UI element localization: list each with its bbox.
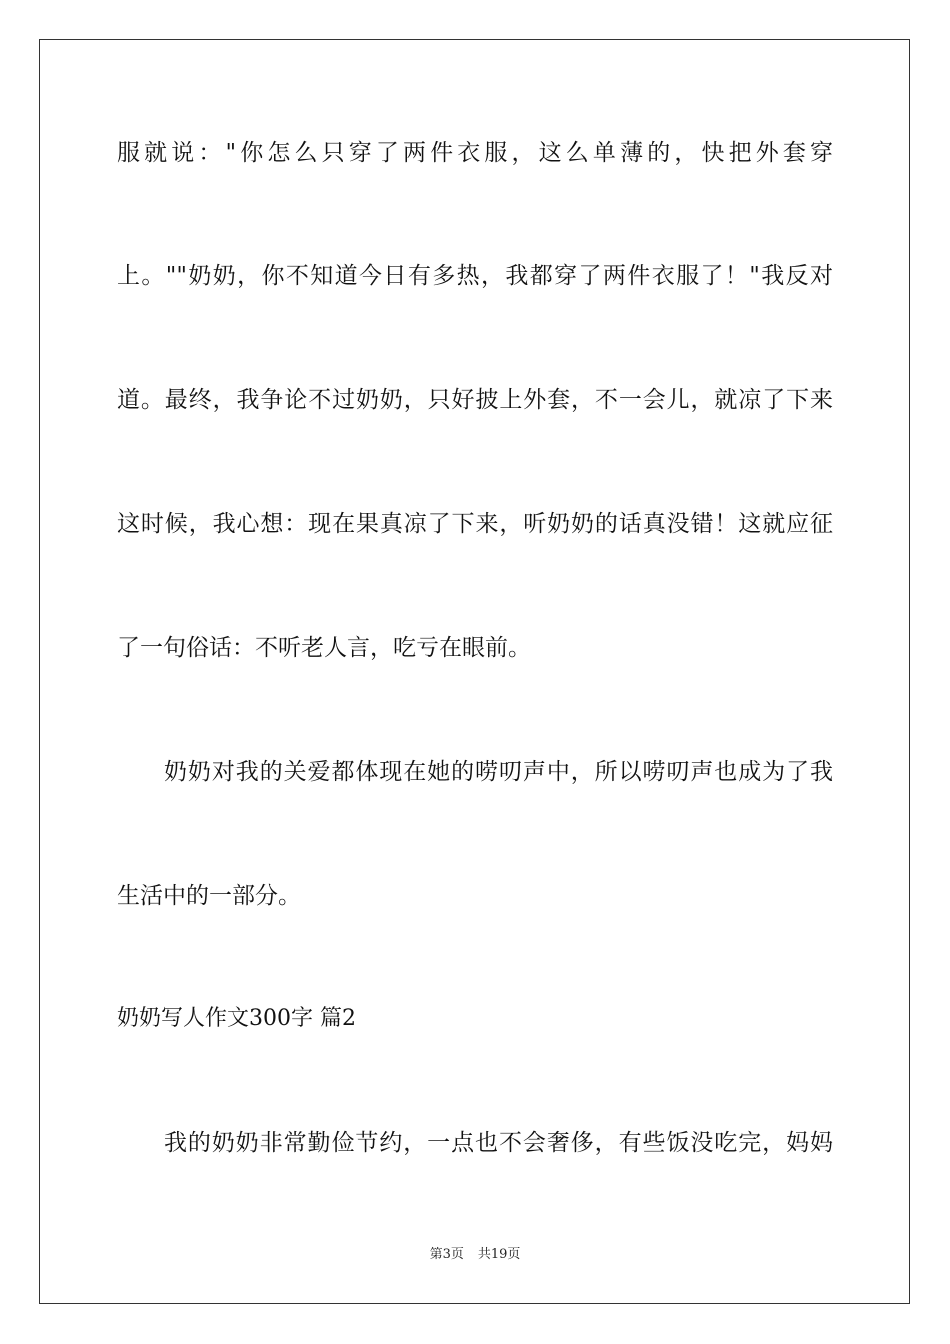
page-total: 共19页 — [477, 1247, 521, 1262]
paragraph-start-line: 奶奶对我的关爱都体现在她的唠叨声中，所以唠叨声也成为了我 — [164, 759, 833, 785]
paragraph-start-line-2: 我的奶奶非常勤俭节约，一点也不会奢侈，有些饭没吃完，妈妈 — [164, 1130, 833, 1156]
body-text-line-7: 生活中的一部分。 — [117, 883, 301, 909]
body-text-line-1: 服就说："你怎么只穿了两件衣服，这么单薄的，快把外套穿 — [117, 140, 833, 166]
page-footer — [0, 1246, 950, 1264]
body-text-line-5: 了一句俗话：不听老人言，吃亏在眼前。 — [117, 635, 531, 661]
body-text-line-3: 道。最终，我争论不过奶奶，只好披上外套，不一会儿，就凉了下来 — [117, 387, 833, 413]
page-number: 第3页 — [429, 1247, 464, 1262]
body-text-line-4: 这时候，我心想：现在果真凉了下来，听奶奶的话真没错！这就应征 — [117, 511, 833, 537]
body-text-line-2: 上。""奶奶，你不知道今日有多热，我都穿了两件衣服了！"我反对 — [117, 263, 833, 289]
page-border — [39, 39, 910, 1304]
section-heading: 奶奶写人作文300字 篇2 — [117, 1006, 356, 1031]
